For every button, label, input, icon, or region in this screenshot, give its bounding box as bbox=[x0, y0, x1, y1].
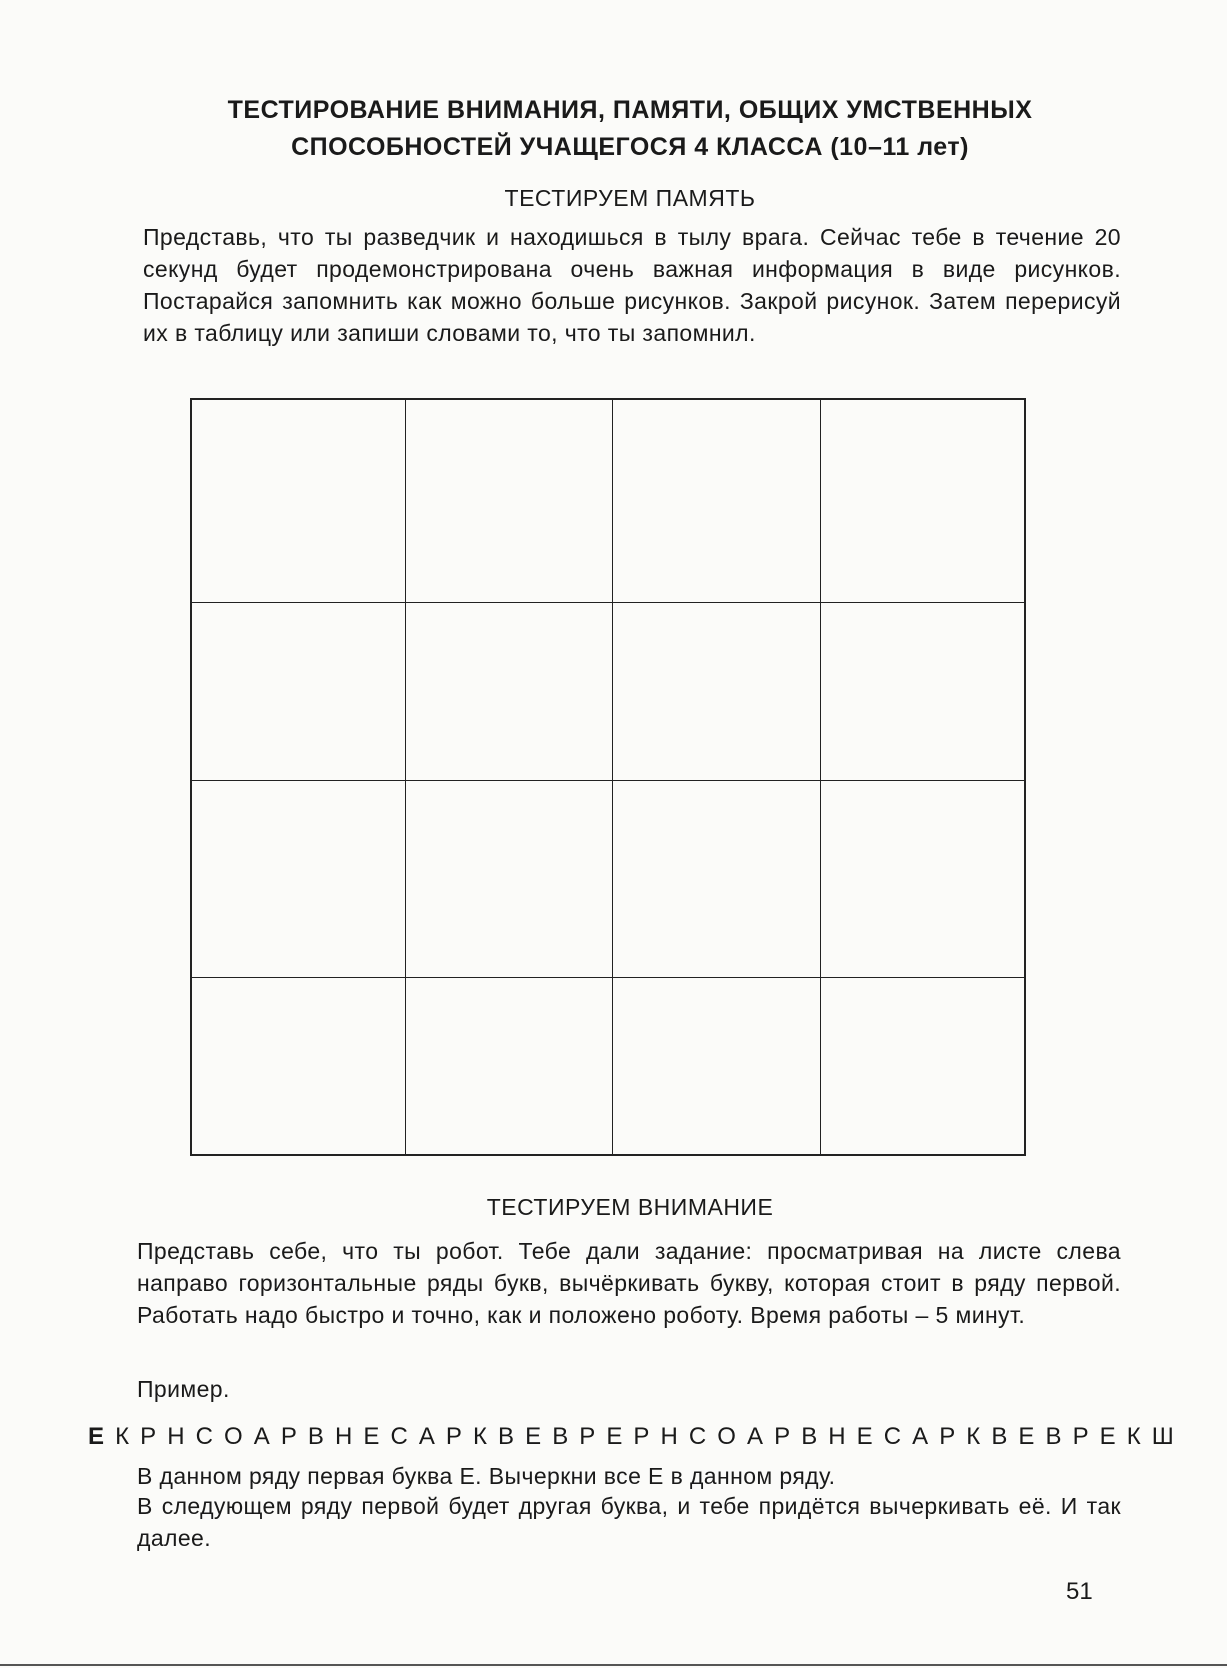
table-cell[interactable] bbox=[192, 603, 406, 781]
table-cell[interactable] bbox=[613, 978, 821, 1154]
example-note-2: В следующем ряду первой будет другая буква, и тебе придётся вычеркивать её. И так далее. bbox=[137, 1493, 1121, 1551]
table-cell[interactable] bbox=[192, 781, 406, 978]
table-cell[interactable] bbox=[613, 400, 821, 603]
example-note-1: В данном ряду первая буква Е. Вычеркни все Е в данном ряду. bbox=[137, 1463, 836, 1489]
table-cell[interactable] bbox=[406, 603, 613, 781]
table-cell[interactable] bbox=[406, 400, 613, 603]
page-title bbox=[120, 92, 1140, 166]
table-cell[interactable] bbox=[821, 400, 1024, 603]
memory-answer-table[interactable] bbox=[190, 398, 1026, 1156]
table-cell[interactable] bbox=[406, 781, 613, 978]
table-cell[interactable] bbox=[192, 400, 406, 603]
example-label: Пример. bbox=[137, 1376, 230, 1402]
table-cell[interactable] bbox=[821, 603, 1024, 781]
title-line-2: СПОСОБНОСТЕЙ УЧАЩЕГОСЯ 4 КЛАССА (10–11 лет) bbox=[291, 133, 969, 161]
page-number: 51 bbox=[1066, 1578, 1093, 1605]
page-edge-line bbox=[0, 1664, 1227, 1666]
letter-sequence: К Р Н С О А Р В Н Е С А Р К В Е В Р Е Р Н С О А Р В Н Е С А Р К В Е В Р Е К Ш bbox=[115, 1423, 1176, 1450]
table-cell[interactable] bbox=[821, 781, 1024, 978]
table-cell[interactable] bbox=[613, 781, 821, 978]
memory-instructions: Представь, что ты разведчик и находишься в тылу врага. Сейчас тебе в течение 20 секунд будет продемонстрирована очень важная информация в виде рисунков. Постарайся запомнить как можно больше рисунков. Закрой рисунок. Затем перерисуй их в таблицу или запиши словами то, что ты запомнил. bbox=[143, 224, 1121, 346]
attention-instructions: Представь себе, что ты робот. Тебе дали задание: просматривая на листе слева направо горизонтальные ряды букв, вычёркивать букву, которая стоит в ряду первой. Работать надо быстро и точно, как и положено роботу. Время работы – 5 минут. bbox=[137, 1238, 1121, 1328]
first-letter: Е bbox=[88, 1423, 107, 1450]
memory-heading: ТЕСТИРУЕМ ПАМЯТЬ bbox=[504, 185, 756, 211]
table-cell[interactable] bbox=[613, 603, 821, 781]
attention-heading: ТЕСТИРУЕМ ВНИМАНИЕ bbox=[486, 1194, 774, 1220]
title-line-1: ТЕСТИРОВАНИЕ ВНИМАНИЯ, ПАМЯТИ, ОБЩИХ УМСТВЕННЫХ bbox=[227, 96, 1033, 124]
table-cell[interactable] bbox=[821, 978, 1024, 1154]
table-cell[interactable] bbox=[192, 978, 406, 1154]
table-cell[interactable] bbox=[406, 978, 613, 1154]
example-letter-row bbox=[88, 1423, 1176, 1451]
